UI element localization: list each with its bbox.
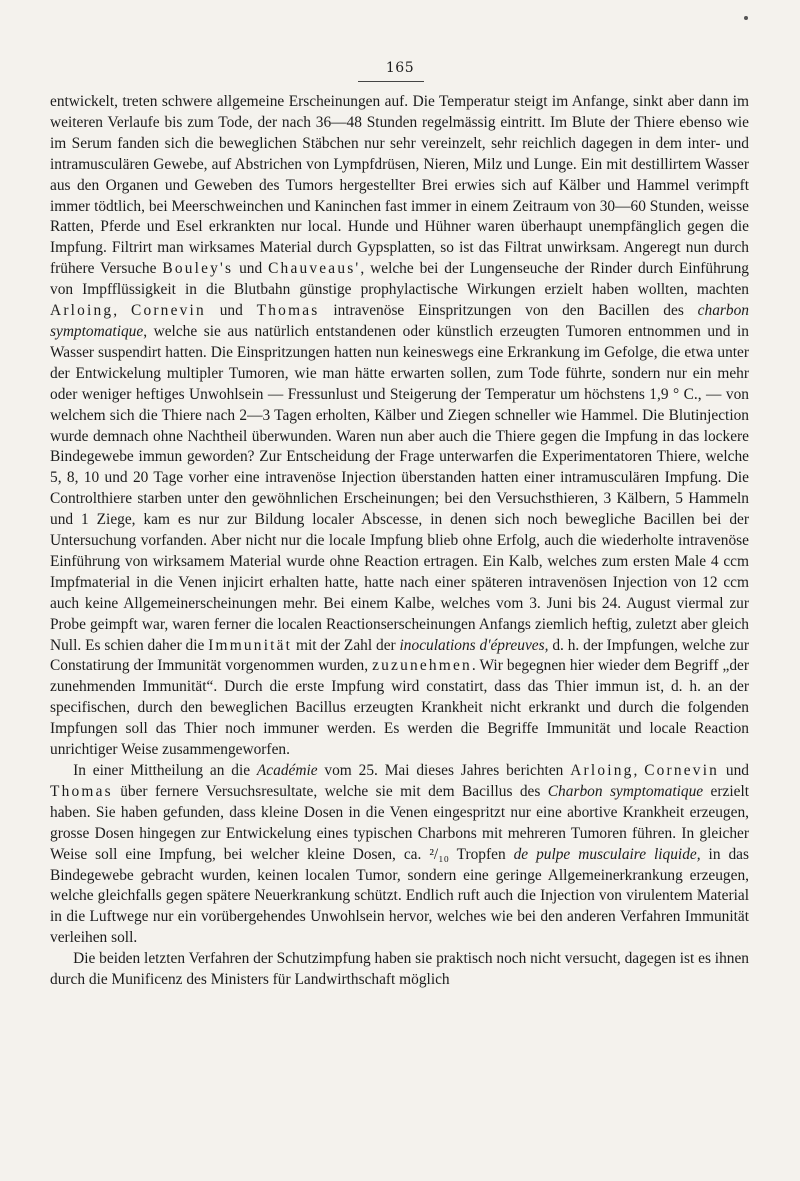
text-run: . Wir begegnen hier wieder dem Begriff „der zunehmenden Immunität“. Durch die erste Impfung wird constatirt, dass das Thier immun ist, d. h. an der specifischen, durch den beweglichen Bacillus erzeugten Krankheit nicht erkrankt und durch die folgenden Impfungen soll das Thier noch immuner werden. Es werden die Begriffe Immunität und locale Reaction unrichtiger Weise zusammengeworfen.: [50, 657, 749, 759]
text-run: mit der Zahl der: [292, 636, 400, 654]
scan-speck: [744, 16, 748, 20]
italic-term: de pulpe musculaire liquide,: [513, 845, 701, 863]
page-number-rule: [358, 81, 424, 82]
spaced-name: Chauveaus': [268, 260, 361, 278]
text-run: und: [205, 302, 257, 320]
paragraph: [50, 761, 749, 949]
paragraph: [50, 949, 749, 991]
text-run: in das Bindegewebe gebracht wurden, keinen localen Tumor, sondern eine geringe Allgemeinerkrankung erzeugen, welche gleichfalls gegen spätere Neuerkrankung schützt. Endlich ruft auch die Injection von virulentem Material in die Luftwege nur ein vorübergehendes Unwohlsein hervor, welches wie bei den anderen Verfahren Immunität verleihen soll.: [50, 845, 749, 947]
text-run: und: [233, 260, 269, 278]
text-run: In einer Mittheilung an die: [73, 762, 257, 779]
text-run: ,: [113, 302, 131, 320]
spaced-name: Thomas: [50, 782, 113, 800]
text-run: erzielt haben. Sie haben gefunden, dass kleine Dosen in die Venen eingespritzt nur eine abortive Krankheit erzeugen, grosse Dosen hingegen zur Entwickelung eines typischen Charbons mit mehreren Tumoren führen. In gleicher Weise soll eine Impfung, bei welcher kleine Dosen, ca. ²/₁₀ Tropfen: [50, 782, 750, 863]
text-run: d. h. der Impfungen, welche zur Constatirung der Immunität vorgenommen wurden,: [50, 636, 749, 675]
spaced-name: Cornevin: [130, 302, 206, 320]
text-run: entwickelt, treten schwere allgemeine Erscheinungen auf. Die Temperatur steigt im Anfange, sinkt aber dann im weiteren Verlaufe bis zum Tode, der nach 36—48 Stunden regelmässig eintritt. Im Blute der Thiere ebenso wie im Serum fanden sich die beweglichen Stäbchen nur sehr vereinzelt, sehr reichlich dagegen in dem inter- und intramusculären Gewebe, auf Abstrichen von Lympfdrüsen, Nieren, Milz und Lunge. Ein mit destillirtem Wasser aus den Organen und Geweben des Tumors hergestellter Brei erwies sich auf Kälber und Hammel verimpft immer tödtlich, bei Meerschweinchen und Kaninchen fast immer in einem Zeitraum von 30—60 Stunden, weisse Ratten, Pferde und Esel erkrankten nur local. Hunde und Hühner waren überhaupt unempfänglich gegen die Impfung. Filtrirt man wirksames Material durch Gypsplatten, so ist das Filtrat unwirksam. Angeregt nun durch frühere Versuche: [50, 93, 749, 278]
spaced-name: Cornevin: [644, 762, 720, 779]
text-run: über fernere Versuchsresultate, welche sie mit dem Bacillus des: [112, 782, 548, 800]
spaced-name: Immunität: [208, 636, 293, 654]
body-text: [50, 92, 749, 991]
spaced-name: zuzunehmen: [372, 657, 472, 675]
spaced-name: Arloing: [50, 302, 114, 320]
italic-term: Charbon symptomatique: [547, 782, 704, 800]
italic-term: inoculations d'épreuves,: [399, 636, 549, 654]
text-run: und: [719, 762, 750, 779]
italic-term: charbon symptomatique: [50, 302, 749, 340]
text-run: , welche bei der Lungenseuche der Rinder durch Einführung von Impfflüssigkeit in die Blutbahn günstige prophylactische Wirkungen erzielt haben wollten, machten: [50, 260, 750, 299]
text-run: , welche sie aus natürlich entstandenen oder künstlich erzeugten Tumoren entnommen und in Wasser suspendirt hatten. Die Einspritzungen hatten nun keineswegs eine Erkrankung im Gefolge, die etwa unter der Entwickelung multipler Tumoren, wie man hätte erwarten sollen, zum Tode führte, sondern nur ein mehr oder weniger heftiges Unwohlsein — Fressunlust und Steigerung der Temperatur um höchstens 1,9 ° C., — von welchem sich die Thiere nach 2—3 Tagen erholten, Kälber und Ziegen schneller wie Hammel. Die Blutinjection wurde demnach ohne Nachtheil überwunden. Waren nun aber auch die Thiere gegen die Impfung in das lockere Bindegewebe immun geworden? Zur Entscheidung der Frage unterwarfen die Experimentatoren Thiere, welche 5, 8, 10 und 20 Tage vorher eine intravenöse Injection überstanden hatten einer intramusculären Impfung. Die Controlthiere starben unter den gewöhnlichen Erscheinungen; bei den Versuchsthieren, 3 Kälbern, 5 Hammeln und 1 Ziege, kam es nur zur Bildung localer Abscesse, in denen sich noch bewegliche Bacillen bei der Untersuchung vorfanden. Aber nicht nur die locale Impfung blieb ohne Erfolg, auch die wiederholte intravenöse Einführung von wirksamem Material wurde ohne Reaction ertragen. Ein Kalb, welches zum ersten Male 4 ccm Impfmaterial in die Venen injicirt erhalten hatte, hatte nach einer späteren intravenösen Injection von 12 ccm auch keine Allgemeinerscheinungen mehr. Bei einem Kalbe, welches vom 3. Juni bis 24. August viermal zur Probe geimpft war, waren ferner die localen Reactionserscheinungen Anfangs ziemlich heftig, zuletzt aber gleich Null. Es schien daher die: [50, 322, 749, 654]
text-run: vom 25. Mai dieses Jahres berichten: [317, 762, 571, 779]
text-run: intravenöse Einspritzungen von den Bacillen des: [319, 302, 698, 320]
paragraph: [50, 92, 749, 761]
spaced-name: Bouley's: [162, 260, 234, 278]
text-run: ,: [633, 762, 645, 779]
page-number: 165: [385, 60, 415, 76]
italic-term: Académie: [256, 762, 318, 779]
text-run: Die beiden letzten Verfahren der Schutzimpfung haben sie praktisch noch nicht versucht, dagegen ist es ihnen durch die Munificenz des Ministers für Landwirthschaft möglich: [50, 950, 749, 989]
spaced-name: Thomas: [256, 302, 320, 320]
spaced-name: Arloing: [570, 762, 634, 779]
